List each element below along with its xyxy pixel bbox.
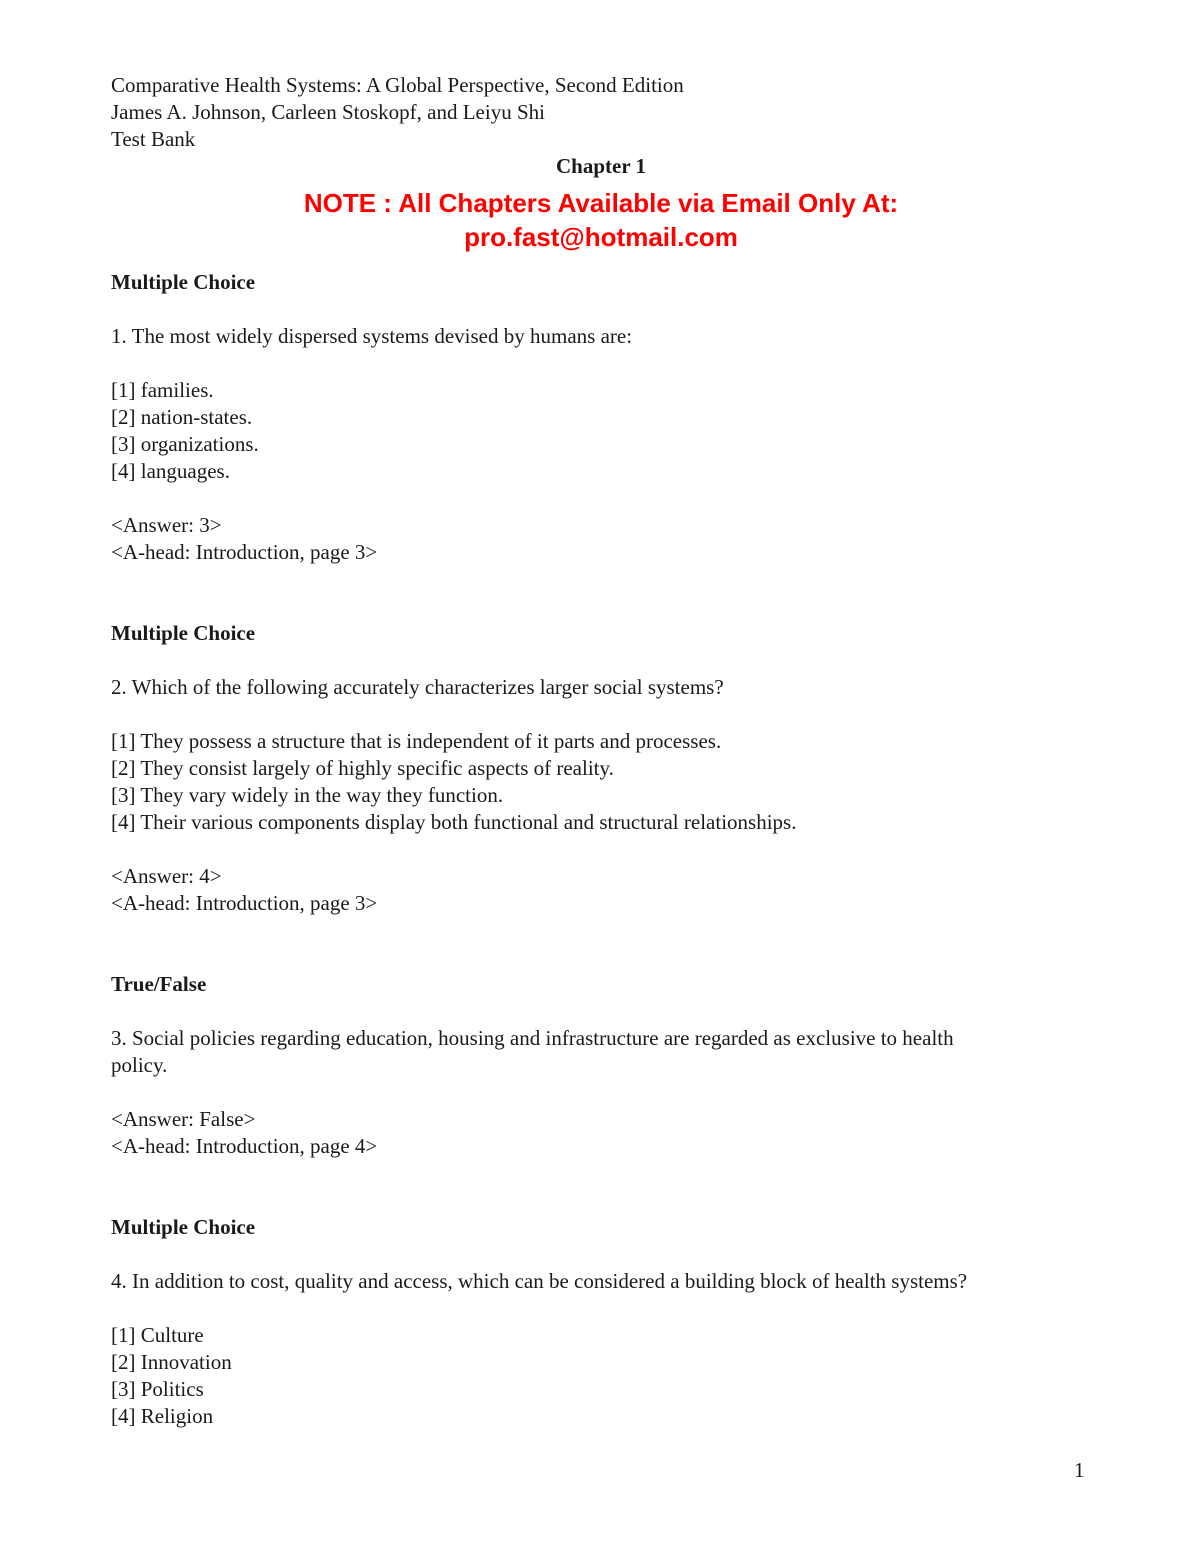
question-block	[111, 1214, 1091, 1430]
document-page	[111, 72, 1091, 1430]
book-authors: James A. Johnson, Carleen Stoskopf, and Leiyu Shi	[111, 100, 545, 124]
option: [3] They vary widely in the way they function.	[111, 783, 504, 807]
question-text: 1. The most widely dispersed systems devised by humans are:	[111, 324, 633, 348]
question-text: 4. In addition to cost, quality and access, which can be considered a building block of health systems?	[111, 1269, 968, 1293]
option: [3] organizations.	[111, 432, 259, 456]
option: [2] They consist largely of highly specific aspects of reality.	[111, 756, 614, 780]
page-number: 1	[1074, 1458, 1085, 1482]
option: [2] nation-states.	[111, 405, 253, 429]
note-email: pro.fast@hotmail.com	[464, 222, 738, 252]
note-line: NOTE : All Chapters Available via Email Only At:	[303, 188, 899, 218]
question-text: 3. Social policies regarding education, housing and infrastructure are regarded as exclusive to health	[111, 1026, 954, 1050]
question-type: Multiple Choice	[111, 270, 256, 294]
question-type: Multiple Choice	[111, 1215, 256, 1239]
option: [4] Religion	[111, 1404, 214, 1428]
option: [4] Their various components display both functional and structural relationships.	[111, 810, 797, 834]
option: [1] They possess a structure that is independent of it parts and processes.	[111, 729, 722, 753]
question-type: Multiple Choice	[111, 621, 256, 645]
question-text: 2. Which of the following accurately characterizes larger social systems?	[111, 675, 724, 699]
answer: <Answer: 3>	[111, 513, 222, 537]
book-title: Comparative Health Systems: A Global Perspective, Second Edition	[111, 73, 684, 97]
option: [4] languages.	[111, 459, 230, 483]
option: [1] families.	[111, 378, 214, 402]
chapter-title: Chapter 1	[555, 154, 647, 178]
document-type: Test Bank	[111, 127, 196, 151]
a-head: <A-head: Introduction, page 3>	[111, 540, 378, 564]
option: [1] Culture	[111, 1323, 204, 1347]
a-head: <A-head: Introduction, page 3>	[111, 891, 378, 915]
question-block	[111, 971, 1091, 1160]
question-block	[111, 620, 1091, 917]
a-head: <A-head: Introduction, page 4>	[111, 1134, 378, 1158]
answer: <Answer: 4>	[111, 864, 222, 888]
option: [2] Innovation	[111, 1350, 232, 1374]
answer: <Answer: False>	[111, 1107, 256, 1131]
option: [3] Politics	[111, 1377, 204, 1401]
question-text-continued: policy.	[111, 1053, 168, 1077]
question-type: True/False	[111, 972, 207, 996]
question-block	[111, 269, 1091, 566]
